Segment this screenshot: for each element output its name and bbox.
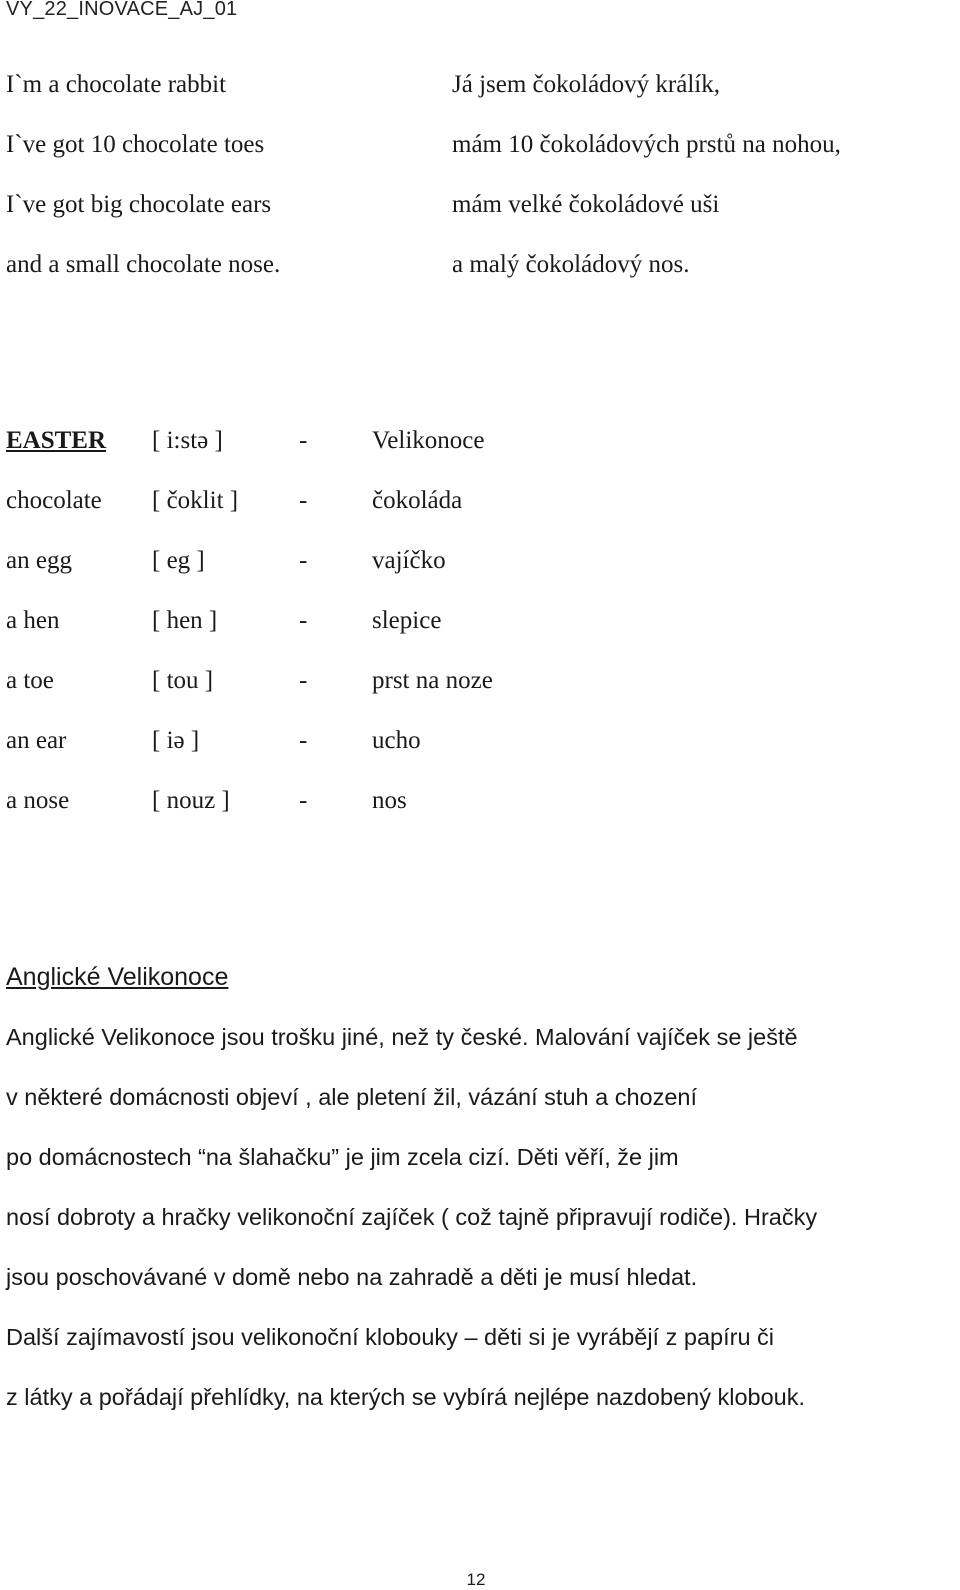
vocabulary-word: an ear	[6, 727, 67, 754]
paragraph-line: v některé domácnosti objeví , ale pletení žil, vázání stuh a chození	[6, 1084, 698, 1110]
poem-line-czech: a malý čokoládový nos.	[452, 251, 690, 278]
paragraph-line: z látky a pořádají přehlídky, na kterých se vybírá nejlépe nazdobený klobouk.	[6, 1384, 806, 1410]
vocabulary-translation: vajíčko	[372, 547, 446, 574]
vocabulary-word: a toe	[6, 667, 54, 694]
poem-line-english: I`ve got big chocolate ears	[6, 191, 272, 218]
vocabulary-translation: nos	[372, 787, 407, 814]
vocabulary-row	[6, 416, 946, 476]
vocabulary-translation: čokoláda	[372, 487, 463, 514]
vocabulary-dash: -	[299, 427, 308, 454]
paragraph-line: jsou poschovávané v domě nebo na zahradě a děti je musí hledat.	[6, 1264, 698, 1290]
paragraph-line: po domácnostech “na šlahačku” je jim zcela cizí. Děti věří, že jim	[6, 1144, 679, 1170]
vocabulary-row	[6, 536, 946, 596]
vocabulary-row	[6, 716, 946, 776]
vocabulary-dash: -	[299, 547, 308, 574]
poem-line-english: I`m a chocolate rabbit	[6, 71, 227, 98]
poem-line-czech: mám velké čokoládové uši	[452, 191, 720, 218]
vocabulary-list	[6, 416, 946, 836]
vocabulary-translation: Velikonoce	[372, 427, 485, 454]
vocabulary-pronunciation: [ tou ]	[152, 667, 214, 694]
section-title: Anglické Velikonoce	[6, 963, 229, 991]
poem-line	[6, 180, 946, 240]
vocabulary-pronunciation: [ i:stə ]	[152, 427, 223, 454]
vocabulary-dash: -	[299, 787, 308, 814]
poem-line-czech: mám 10 čokoládových prstů na nohou,	[452, 131, 841, 158]
vocabulary-pronunciation: [ eg ]	[152, 547, 205, 574]
poem-section	[6, 60, 946, 300]
article-paragraph	[6, 1012, 956, 1432]
poem-line-czech: Já jsem čokoládový králík,	[452, 71, 720, 98]
vocabulary-pronunciation: [ nouz ]	[152, 787, 230, 814]
vocabulary-translation: slepice	[372, 607, 442, 634]
paragraph-line: Další zajímavostí jsou velikonoční klobouky – děti si je vyrábějí z papíru či	[6, 1324, 775, 1350]
poem-line	[6, 60, 946, 120]
document-code-header: VY_22_INOVACE_AJ_01	[6, 0, 238, 20]
vocabulary-row	[6, 656, 946, 716]
vocabulary-dash: -	[299, 487, 308, 514]
vocabulary-pronunciation: [ iə ]	[152, 727, 200, 754]
poem-line-english: and a small chocolate nose.	[6, 251, 281, 278]
vocabulary-dash: -	[299, 667, 308, 694]
vocabulary-pronunciation: [ hen ]	[152, 607, 218, 634]
vocabulary-row	[6, 476, 946, 536]
vocabulary-word: a hen	[6, 607, 60, 634]
paragraph-line: Anglické Velikonoce jsou trošku jiné, než ty české. Malování vajíček se ještě	[6, 1024, 798, 1050]
vocabulary-word: a nose	[6, 787, 70, 814]
poem-line	[6, 240, 946, 300]
vocabulary-dash: -	[299, 607, 308, 634]
vocabulary-translation: ucho	[372, 727, 421, 754]
vocabulary-word: chocolate	[6, 487, 102, 514]
page-number: 12	[466, 1570, 486, 1589]
paragraph-line: nosí dobroty a hračky velikonoční zajíček ( což tajně připravují rodiče). Hračky	[6, 1204, 818, 1230]
poem-line-english: I`ve got 10 chocolate toes	[6, 131, 265, 158]
vocabulary-translation: prst na noze	[372, 667, 493, 694]
vocabulary-word: an egg	[6, 547, 72, 574]
vocabulary-dash: -	[299, 727, 308, 754]
vocabulary-row	[6, 596, 946, 656]
vocabulary-pronunciation: [ čoklit ]	[152, 487, 239, 514]
poem-line	[6, 120, 946, 180]
vocabulary-row	[6, 776, 946, 836]
vocabulary-word: EASTER	[6, 427, 107, 454]
